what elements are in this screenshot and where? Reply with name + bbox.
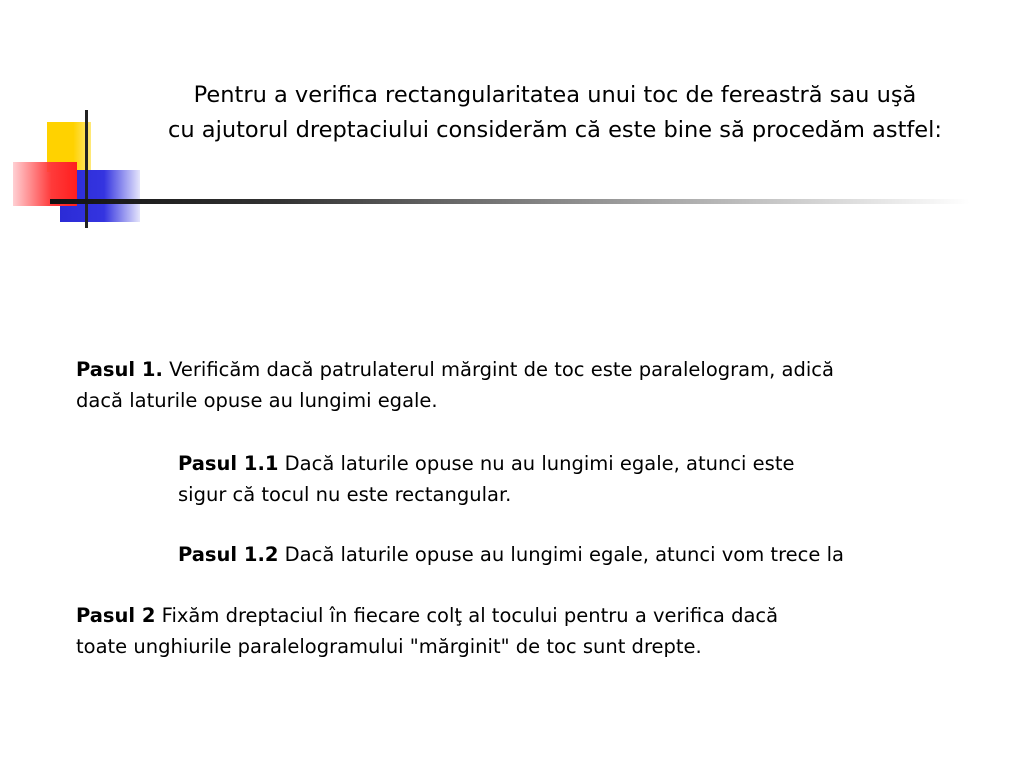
step-1-label: Pasul 1. <box>76 358 163 381</box>
title-line-1: Pentru a verifica rectangularitatea unui toc de fereastră sau uşă <box>193 82 917 108</box>
slide-title <box>120 78 990 148</box>
title-line-2: cu ajutorul dreptaciului considerăm că este bine să procedăm astfel: <box>168 117 942 143</box>
step-1-2 <box>178 539 978 570</box>
logo-vertical-line <box>85 110 88 228</box>
step-2-text-line-1: Fixăm dreptaciul în fiecare colţ al tocului pentru a verifica dacă <box>161 604 779 627</box>
step-1-2-label: Pasul 1.2 <box>178 543 279 566</box>
step-1 <box>76 354 976 416</box>
step-1-1-label: Pasul 1.1 <box>178 452 279 475</box>
step-1-1-text-line-2: sigur că tocul nu este rectangular. <box>178 483 512 506</box>
step-2 <box>76 600 976 662</box>
step-1-text-line-1: Verificăm dacă patrulaterul mărgint de toc este paralelogram, adică <box>169 358 834 381</box>
step-1-1-text-line-1: Dacă laturile opuse nu au lungimi egale, atunci este <box>284 452 795 475</box>
title-underline <box>50 199 970 204</box>
step-1-2-text-line-1: Dacă laturile opuse au lungimi egale, atunci vom trece la <box>284 543 844 566</box>
step-1-text-line-2: dacă laturile opuse au lungimi egale. <box>76 389 438 412</box>
step-1-1 <box>178 448 938 510</box>
step-2-text-line-2: toate unghiurile paralelogramului "mărginit" de toc sunt drepte. <box>76 635 702 658</box>
step-2-label: Pasul 2 <box>76 604 156 627</box>
